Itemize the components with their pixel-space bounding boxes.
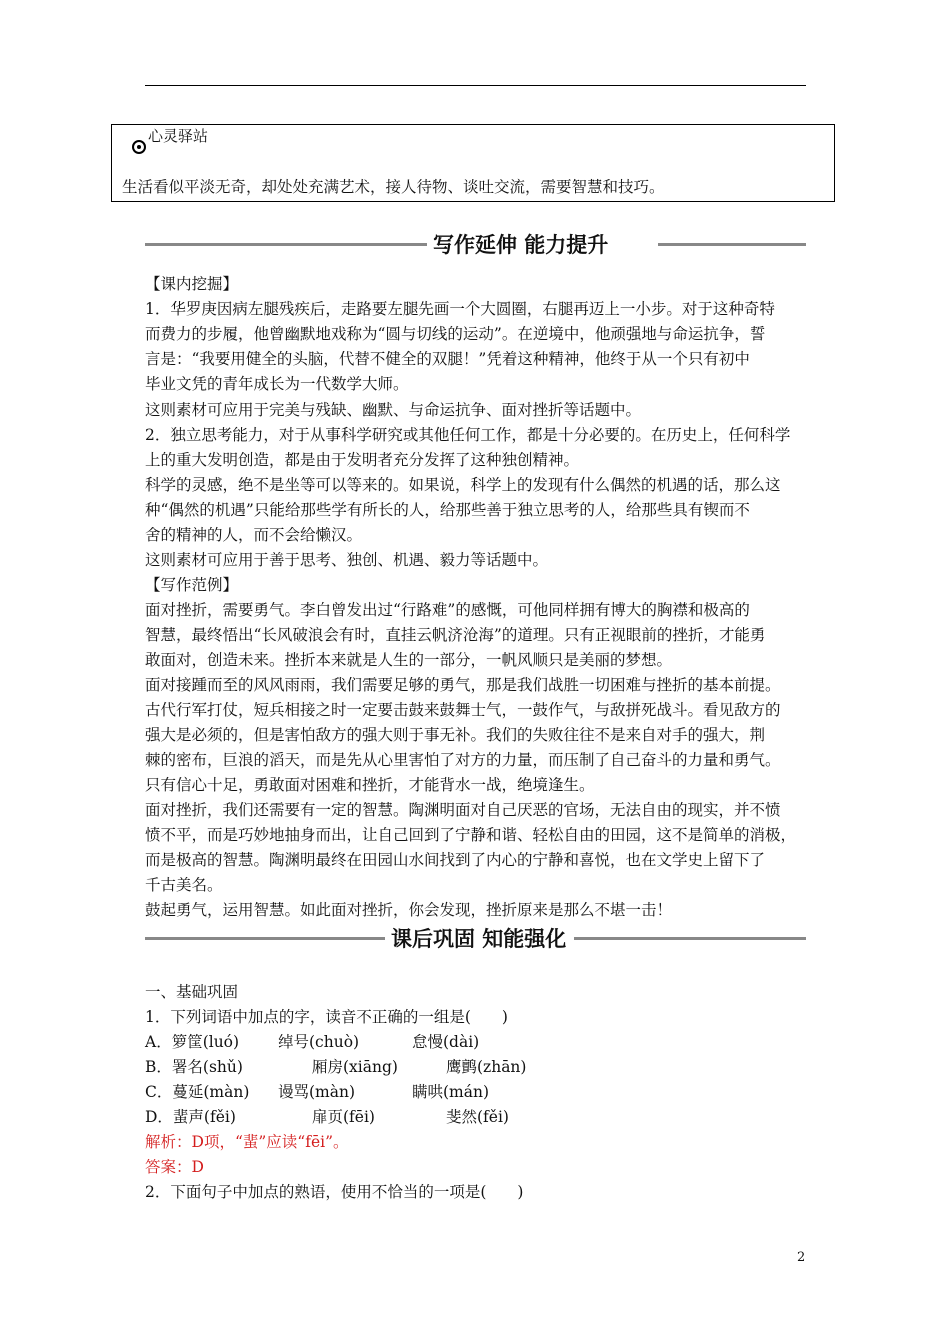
text-line: 棘的密布，巨浪的滔天，而是先从心里害怕了对方的力量，而压制了自己奋斗的力量和勇气。	[145, 751, 781, 769]
heart-station-box	[111, 124, 835, 202]
answer	[145, 1157, 204, 1177]
banner-title: 课后巩固 知能强化	[391, 927, 567, 951]
option-b-3: 鹰鹯(zhān)	[446, 1058, 527, 1076]
exercise-section-title: 一、基础巩固	[145, 983, 239, 1001]
text-line: 这则素材可应用于完美与残缺、幽默、与命运抗争、面对挫折等话题中。	[145, 401, 642, 419]
text-line: 上的重大发明创造，都是由于发明者充分发挥了这种独创精神。	[145, 451, 580, 469]
text-line: 言是：“我要用健全的头脑，代替不健全的双腿！”凭着这种精神，他终于从一个只有初中	[145, 350, 750, 368]
text-line: 舍的精神的人，而不会给懒汉。	[145, 526, 363, 544]
header-rule	[145, 85, 806, 86]
text-line: 敢面对，创造未来。挫折本来就是人生的一部分，一帆风顺只是美丽的梦想。	[145, 651, 673, 669]
text-line: 2．独立思考能力，对于从事科学研究或其他任何工作，都是十分必要的。在历史上，任何科学	[145, 426, 791, 444]
text-line: 1．华罗庚因病左腿残疾后，走路要左腿先画一个大圆圈，右腿再迈上一小步。对于这种奇特	[145, 300, 775, 318]
option-d-3: 斐然(fěi)	[446, 1108, 509, 1126]
option-a-2: 绰号(chuò)	[278, 1033, 360, 1051]
text-line: 面对接踵而至的风风雨雨，我们需要足够的勇气，那是我们战胜一切困难与挫折的基本前提。	[145, 676, 781, 694]
text-line: 智慧，最终悟出“长风破浪会有时，直挂云帆济沧海”的道理。只有正视眼前的挫折，才能勇	[145, 626, 766, 644]
analysis-text: D项，“蜚”应读“fēi”。	[191, 1133, 349, 1151]
text-line: 面对挫折，我们还需要有一定的智慧。陶渊明面对自己厌恶的官场，无法自由的现实，并不愤	[145, 801, 781, 819]
answer-text: D	[191, 1158, 204, 1176]
text-line: 这则素材可应用于善于思考、独创、机遇、毅力等话题中。	[145, 551, 549, 569]
text-line: 科学的灵感，绝不是坐等可以等来的。如果说，科学上的发现有什么偶然的机遇的话，那么这	[145, 476, 781, 494]
text-line: 只有信心十足，勇敢面对困难和挫折，才能背水一战，绝境逢生。	[145, 776, 595, 794]
banner-title: 写作延伸 能力提升	[433, 233, 609, 257]
text-line: 古代行军打仗，短兵相接之时一定要击鼓来鼓舞士气，一鼓作气，与敌拼死战斗。看见敌方的	[145, 701, 781, 719]
text-line: 强大是必须的，但是害怕敌方的强大则于事无补。我们的失败往往不是来自对手的强大，荆	[145, 726, 766, 744]
banner-review	[145, 923, 806, 953]
option-d-1: D．蜚声(fěi)	[145, 1108, 236, 1126]
analysis-label: 解析：	[145, 1133, 192, 1151]
analysis	[145, 1132, 349, 1152]
banner-writing	[145, 229, 806, 259]
text-line: 而费力的步履，他曾幽默地戏称为“圆与切线的运动”。在逆境中，他顽强地与命运抗争，誓	[145, 325, 766, 343]
option-c-3: 瞒哄(mán)	[412, 1083, 490, 1101]
question-1: 1．下列词语中加点的字，读音不正确的一组是( )	[145, 1008, 508, 1026]
section-header: 【写作范例】	[145, 576, 239, 594]
box-title: 心灵驿站	[148, 127, 209, 145]
box-text: 生活看似平淡无奇，却处处充满艺术，接人待物、谈吐交流，需要智慧和技巧。	[122, 178, 665, 196]
option-a-1: A．箩筐(luó)	[145, 1033, 240, 1051]
option-c-2: 谩骂(màn)	[278, 1083, 356, 1101]
text-line: 面对挫折，需要勇气。李白曾发出过“行路难”的感慨，可他同样拥有博大的胸襟和极高的	[145, 601, 750, 619]
text-line: 愤不平，而是巧妙地抽身而出，让自己回到了宁静和谐、轻松自由的田园，这不是简单的消极，	[145, 826, 797, 844]
page-number: 2	[797, 1250, 806, 1265]
option-c-1: C．蔓延(màn)	[145, 1083, 250, 1101]
target-icon	[132, 140, 146, 154]
text-line: 千古美名。	[145, 876, 223, 894]
option-b-2: 厢房(xiāng)	[312, 1058, 398, 1076]
option-b-1: B．署名(shǔ)	[145, 1058, 243, 1076]
text-line: 毕业文凭的青年成长为一代数学大师。	[145, 375, 409, 393]
answer-label: 答案：	[145, 1158, 192, 1176]
text-line: 种“偶然的机遇”只能给那些学有所长的人，给那些善于独立思考的人，给那些具有锲而不	[145, 501, 750, 519]
text-line: 而是极高的智慧。陶渊明最终在田园山水间找到了内心的宁静和喜悦，也在文学史上留下了	[145, 851, 766, 869]
section-header: 【课内挖掘】	[145, 275, 239, 293]
option-a-3: 怠慢(dài)	[412, 1033, 480, 1051]
text-line: 鼓起勇气，运用智慧。如此面对挫折，你会发现，挫折原来是那么不堪一击！	[145, 901, 673, 919]
question-2: 2．下面句子中加点的熟语，使用不恰当的一项是( )	[145, 1183, 524, 1201]
option-d-2: 扉页(fēi)	[312, 1108, 375, 1126]
